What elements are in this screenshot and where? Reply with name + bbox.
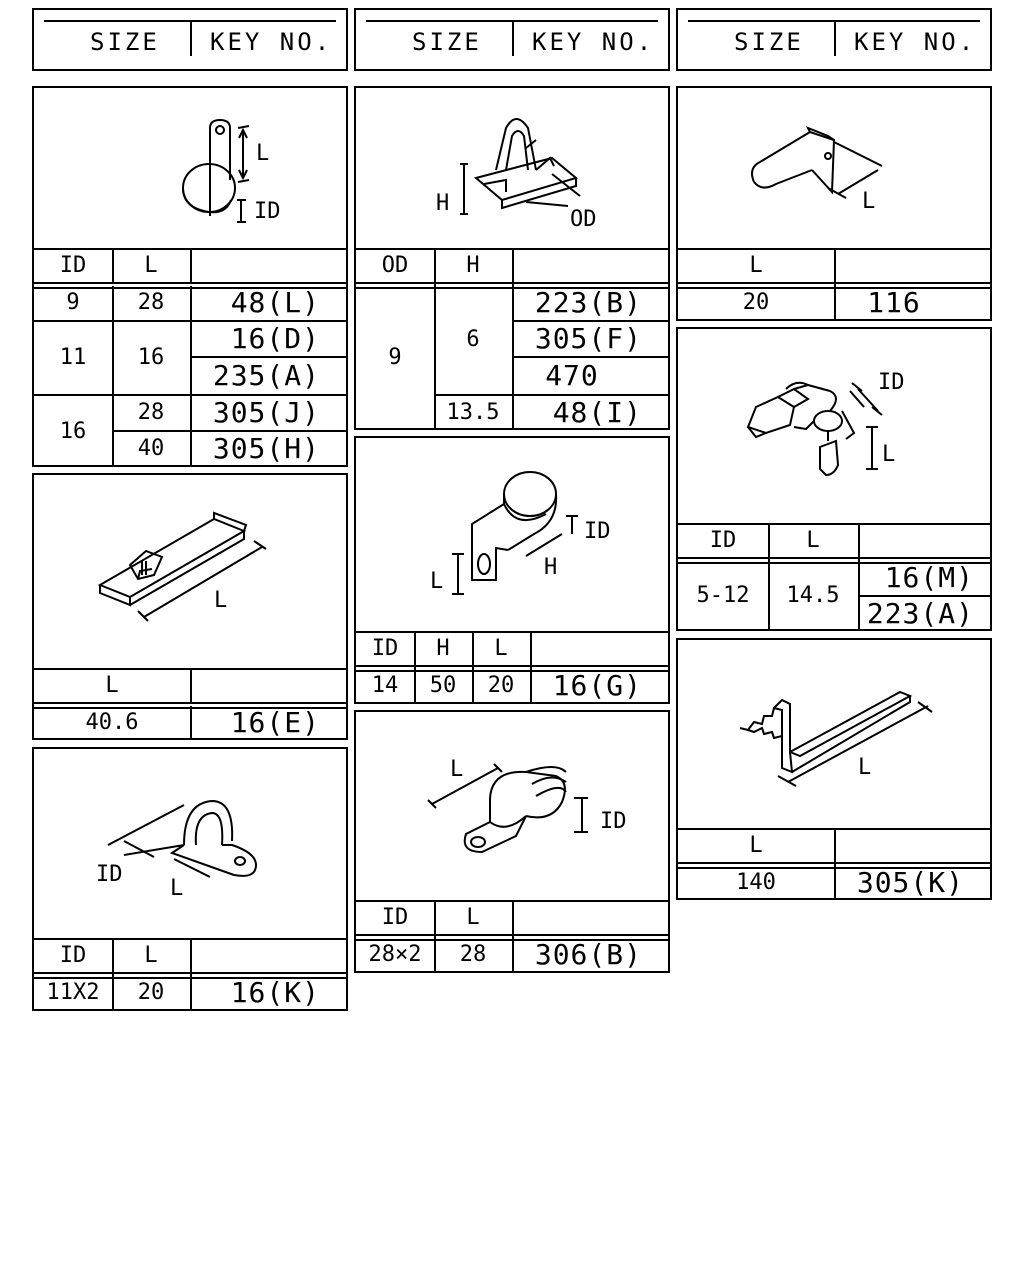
panel-offset-clamp xyxy=(354,436,670,704)
cell-l: 14.5 xyxy=(786,583,840,608)
col-header-h: H xyxy=(436,636,450,661)
panel-fir-tree-clip xyxy=(676,327,992,631)
cell-l: 16 xyxy=(137,345,165,370)
cell-id: 11 xyxy=(59,345,87,370)
cell-key: 16(G) xyxy=(552,669,642,702)
header-size-label: SIZE xyxy=(90,28,160,56)
cell-key: 235(A) xyxy=(212,359,320,392)
cell-key: 16(M) xyxy=(884,561,974,594)
fir-tree-clip-drawing xyxy=(678,329,990,523)
divider xyxy=(190,668,192,704)
hook-clip-drawing xyxy=(678,88,990,248)
panel-p-clamp xyxy=(32,86,348,467)
header-col-3 xyxy=(676,8,992,71)
cell-key: 305(J) xyxy=(212,396,320,429)
panel-bracket-strip xyxy=(676,638,992,900)
cell-key: 16(K) xyxy=(230,976,320,1009)
col-header-l: L xyxy=(144,253,158,278)
fig-label-id: ID xyxy=(96,862,123,887)
cell-l: 28 xyxy=(137,400,165,425)
fig-label-id: ID xyxy=(584,519,611,544)
panel-saddle-clamp xyxy=(32,747,348,1011)
saddle-clamp-drawing xyxy=(34,749,346,939)
col-header-l: L xyxy=(466,905,480,930)
col-header-id: ID xyxy=(59,253,87,278)
fig-label-l: L xyxy=(430,569,444,594)
cell-l: 28 xyxy=(137,290,165,315)
header-col-2 xyxy=(354,8,670,71)
cell-key: 48(L) xyxy=(230,286,320,319)
cell-key: 306(B) xyxy=(534,938,642,971)
fig-label-h: H xyxy=(544,555,558,580)
push-clip-drawing xyxy=(356,88,668,248)
rule xyxy=(678,523,990,525)
cell-id: 28×2 xyxy=(368,942,422,967)
strip-clip-drawing xyxy=(34,475,346,665)
fig-label-l: L xyxy=(862,189,876,214)
col-header-l: L xyxy=(494,636,508,661)
cell-h: 6 xyxy=(466,327,480,352)
header-divider xyxy=(834,22,836,56)
rule xyxy=(356,631,668,633)
cell-key: 116 xyxy=(867,286,921,319)
cell-key: 305(K) xyxy=(856,866,964,899)
col-header-l: L xyxy=(806,528,820,553)
col-header-l: L xyxy=(105,673,119,698)
fig-label-id: ID xyxy=(878,370,905,395)
col-header-id: ID xyxy=(709,528,737,553)
col-header-od: OD xyxy=(381,253,409,278)
cell-l: 20 xyxy=(487,673,515,698)
fig-label-id: ID xyxy=(254,199,281,224)
cell-id: 16 xyxy=(59,419,87,444)
header-divider xyxy=(512,22,514,56)
cell-key: 305(H) xyxy=(212,432,320,465)
cell-key: 48(I) xyxy=(552,396,642,429)
cell-id: 9 xyxy=(66,290,80,315)
panel-loop-clamp xyxy=(354,710,670,973)
cell-key: 16(D) xyxy=(230,322,320,355)
cell-l: 140 xyxy=(736,870,776,895)
divider xyxy=(190,248,192,284)
fig-label-l: L xyxy=(170,876,184,901)
cell-l: 40 xyxy=(137,436,165,461)
header-key-label: KEY NO. xyxy=(532,28,655,56)
header-col-1 xyxy=(32,8,348,71)
cell-l: 28 xyxy=(459,942,487,967)
cell-l: 40.6 xyxy=(85,710,139,735)
cell-l: 20 xyxy=(742,290,770,315)
loop-clamp-drawing xyxy=(356,712,668,900)
header-size-label: SIZE xyxy=(412,28,482,56)
header-size-label: SIZE xyxy=(734,28,804,56)
bracket-strip-drawing xyxy=(678,640,990,828)
panel-push-clip xyxy=(354,86,670,430)
cell-id: 5-12 xyxy=(696,583,750,608)
col-header-l: L xyxy=(144,943,158,968)
cell-key: 223(B) xyxy=(534,286,642,319)
col-header-h: H xyxy=(466,253,480,278)
cell-l: 20 xyxy=(137,980,165,1005)
fig-label-l: L xyxy=(858,755,872,780)
p-clamp-drawing xyxy=(34,88,346,248)
cell-id: 14 xyxy=(371,673,399,698)
header-key-label: KEY NO. xyxy=(854,28,977,56)
col-header-id: ID xyxy=(371,636,399,661)
fig-label-id: ID xyxy=(600,809,627,834)
fig-label-l: L xyxy=(450,757,464,782)
cell-od: 9 xyxy=(388,345,402,370)
cell-key: 223(A) xyxy=(866,597,974,630)
cell-h: 50 xyxy=(429,673,457,698)
cell-key: 16(E) xyxy=(230,706,320,739)
cell-key: 305(F) xyxy=(534,322,642,355)
fig-label-l: L xyxy=(214,588,228,613)
col-header-id: ID xyxy=(381,905,409,930)
fig-label-l: L xyxy=(882,442,896,467)
panel-strip-clip xyxy=(32,473,348,740)
offset-clamp-drawing xyxy=(356,438,668,630)
col-header-id: ID xyxy=(59,943,87,968)
divider xyxy=(112,248,114,284)
fig-label-l: L xyxy=(256,141,270,166)
header-divider xyxy=(190,22,192,56)
cell-h: 13.5 xyxy=(446,400,500,425)
col-header-l: L xyxy=(749,253,763,278)
fig-label-od: OD xyxy=(570,207,597,232)
col-header-l: L xyxy=(749,833,763,858)
cell-id: 11X2 xyxy=(46,980,100,1005)
fig-label-h: H xyxy=(436,191,450,216)
cell-key: 470 xyxy=(545,359,599,392)
panel-hook-clip xyxy=(676,86,992,321)
header-key-label: KEY NO. xyxy=(210,28,333,56)
